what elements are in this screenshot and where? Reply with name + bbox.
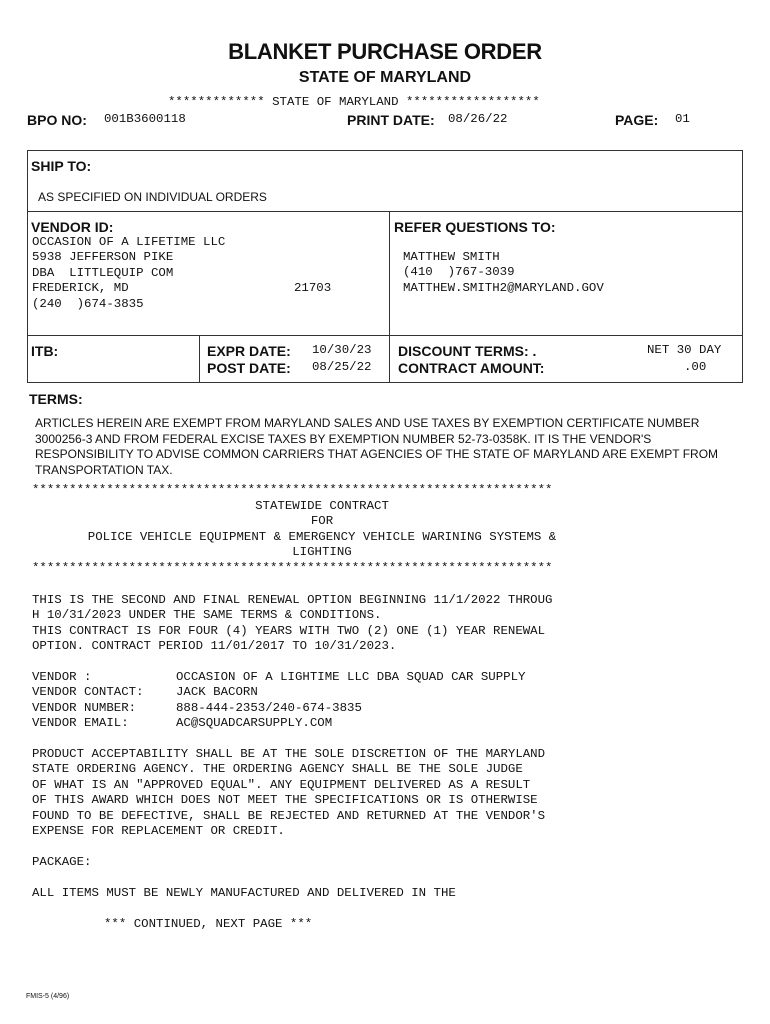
- acceptability-line: STATE ORDERING AGENCY. THE ORDERING AGENCY SHALL BE THE SOLE JUDGE: [32, 762, 523, 777]
- star-rule-bottom: **********************************************************************: [32, 561, 553, 575]
- vendor-id-label: VENDOR ID:: [31, 219, 114, 235]
- acceptability-line: FOUND TO BE DEFECTIVE, SHALL BE REJECTED AND RETURNED AT THE VENDOR'S: [32, 808, 546, 823]
- ship-to-value: AS SPECIFIED ON INDIVIDUAL ORDERS: [38, 190, 267, 204]
- renewal-line: THIS CONTRACT IS FOR FOUR (4) YEARS WITH TWO (2) ONE (1) YEAR RENEWAL: [32, 623, 546, 638]
- vendor-info-value: OCCASION OF A LIGHTIME LLC DBA SQUAD CAR SUPPLY: [176, 670, 526, 684]
- vendor-info-label: VENDOR NUMBER:: [32, 700, 137, 715]
- vendor-line: OCCASION OF A LIFETIME LLC: [32, 235, 226, 249]
- package-label: PACKAGE:: [32, 855, 92, 869]
- bpo-label: BPO NO:: [27, 112, 87, 128]
- itb-label: ITB:: [31, 343, 59, 359]
- star-rule-top: **********************************************************************: [32, 483, 553, 497]
- terms-label: TERMS:: [29, 391, 83, 407]
- items-line: ALL ITEMS MUST BE NEWLY MANUFACTURED AND DELIVERED IN THE: [32, 886, 456, 900]
- vendor-zip: 21703: [294, 281, 332, 295]
- state-banner: ************* STATE OF MARYLAND ******************: [168, 95, 540, 109]
- vendor-info-values: [176, 670, 525, 732]
- discount-terms-label: DISCOUNT TERMS: .: [398, 343, 537, 359]
- expr-date-label: EXPR DATE:: [207, 343, 291, 359]
- renewal-paragraph: [32, 593, 553, 655]
- vendor-info-label: VENDOR EMAIL:: [32, 716, 129, 731]
- renewal-line: THIS IS THE SECOND AND FINAL RENEWAL OPTION BEGINNING 11/1/2022 THROUG: [32, 593, 553, 607]
- divider-vendor-refer: [389, 211, 390, 383]
- contract-title-line: STATEWIDE CONTRACT: [255, 499, 389, 513]
- contract-amount-label: CONTRACT AMOUNT:: [398, 360, 545, 376]
- post-date-label: POST DATE:: [207, 360, 291, 376]
- divider-ship: [27, 211, 743, 212]
- acceptability-line: OF WHAT IS AN "APPROVED EQUAL". ANY EQUIPMENT DELIVERED AS A RESULT: [32, 777, 531, 792]
- discount-terms-value: NET 30 DAY: [647, 343, 722, 357]
- post-date-value: 08/25/22: [312, 360, 372, 374]
- print-date-label: PRINT DATE:: [347, 112, 435, 128]
- vendor-info-value: AC@SQUADCARSUPPLY.COM: [176, 716, 333, 731]
- print-date-value: 08/26/22: [448, 112, 508, 126]
- continued-notice: *** CONTINUED, NEXT PAGE ***: [104, 917, 313, 931]
- acceptability-line: PRODUCT ACCEPTABILITY SHALL BE AT THE SOLE DISCRETION OF THE MARYLAND: [32, 747, 546, 761]
- vendor-line: (240 )674-3835: [32, 296, 144, 311]
- vendor-info-label: VENDOR CONTACT:: [32, 685, 144, 700]
- contract-title-line: POLICE VEHICLE EQUIPMENT & EMERGENCY VEHICLE WARINING SYSTEMS &: [87, 529, 557, 544]
- refer-line: MATTHEW SMITH: [403, 250, 500, 264]
- contract-title-line: FOR: [310, 514, 334, 529]
- vendor-info-label: VENDOR :: [32, 670, 92, 684]
- acceptability-paragraph: [32, 747, 545, 839]
- expr-date-value: 10/30/23: [312, 343, 372, 357]
- ship-to-label: SHIP TO:: [31, 158, 92, 174]
- renewal-line: OPTION. CONTRACT PERIOD 11/01/2017 TO 10/31/2023.: [32, 639, 397, 654]
- contract-title: [0, 499, 644, 561]
- refer-line: (410 )767-3039: [403, 265, 515, 280]
- page-label: PAGE:: [615, 112, 659, 128]
- refer-contact: [403, 250, 604, 296]
- vendor-line: 5938 JEFFERSON PIKE: [32, 250, 174, 265]
- divider-itb: [199, 335, 200, 383]
- divider-info: [27, 335, 743, 336]
- refer-line: MATTHEW.SMITH2@MARYLAND.GOV: [403, 280, 604, 295]
- acceptability-line: OF THIS AWARD WHICH DOES NOT MEET THE SPECIFICATIONS OR IS OTHERWISE: [32, 793, 538, 808]
- contract-amount-value: .00: [684, 360, 707, 374]
- vendor-info-value: JACK BACORN: [176, 685, 258, 700]
- document-subtitle: STATE OF MARYLAND: [298, 69, 472, 86]
- vendor-line: DBA LITTLEQUIP COM: [32, 265, 174, 280]
- form-id: FMIS-5 (4/96): [26, 993, 70, 1000]
- page-number: 01: [675, 112, 690, 126]
- terms-text: ARTICLES HEREIN ARE EXEMPT FROM MARYLAND SALES AND USE TAXES BY EXEMPTION CERTIFICATE NUMBER 3000256-3 AND FROM FEDERAL EXCISE TAXES BY EXEMPTION NUMBER 52-73-0358K. IT IS THE VENDOR'S RESPONSIBILITY TO ADVISE COMMON CARRIERS THAT AGENCIES OF THE STATE OF MARYLAND ARE EXEMPT FROM TRANSPORTATION TAX.: [35, 416, 719, 477]
- acceptability-line: EXPENSE FOR REPLACEMENT OR CREDIT.: [32, 824, 285, 839]
- refer-questions-label: REFER QUESTIONS TO:: [394, 219, 556, 235]
- vendor-info-value: 888-444-2353/240-674-3835: [176, 700, 362, 715]
- vendor-line: FREDERICK, MD: [32, 281, 129, 296]
- vendor-address: [32, 235, 225, 312]
- vendor-info-labels: [32, 670, 144, 732]
- bpo-number: 001B3600118: [104, 112, 186, 126]
- document-title: BLANKET PURCHASE ORDER: [228, 39, 542, 64]
- renewal-line: H 10/31/2023 UNDER THE SAME TERMS & CONDITIONS.: [32, 608, 382, 623]
- contract-title-line: LIGHTING: [292, 545, 352, 560]
